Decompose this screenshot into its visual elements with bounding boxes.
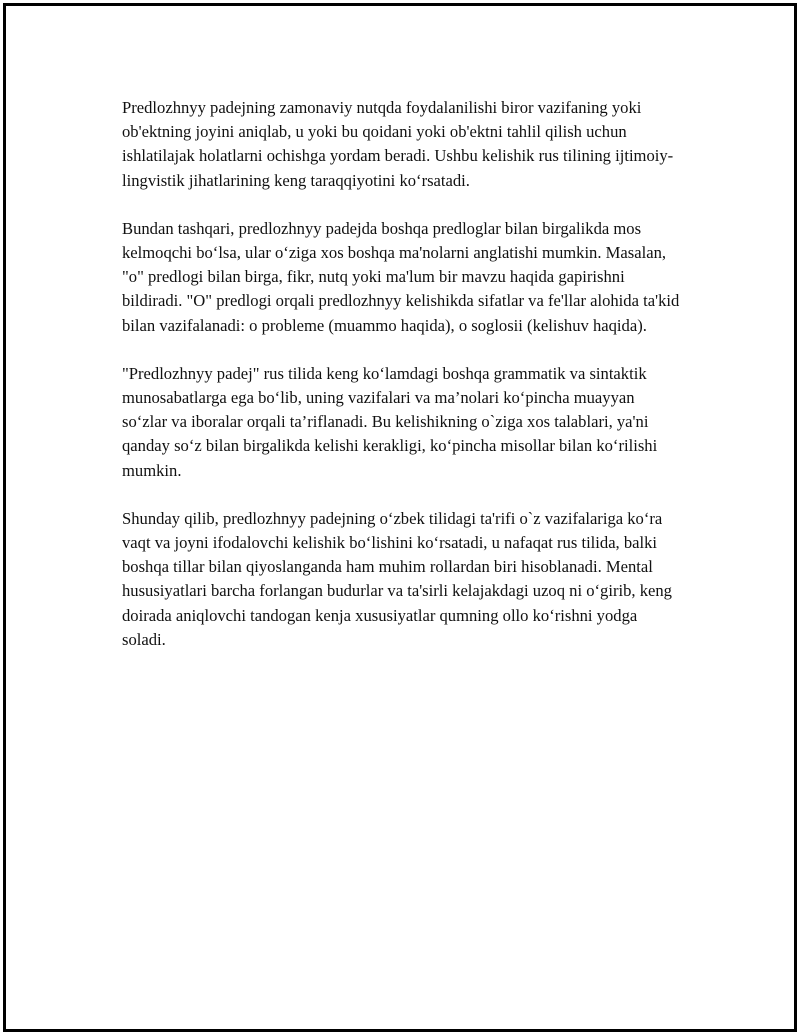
paragraph-4: Shunday qilib, predlozhnyy padejning o‘zbek tilidagi ta'rifi o`z vazifalariga ko‘ra vaqt va joyni ifodalovchi kelishik bo‘lishini ko‘rsatadi, u nafaqat rus tilida, balki boshqa tillar bilan qiyoslanganda ham muhim rollardan biri hisoblanadi. Mental hususiyatlari barcha forlangan budurlar va ta'sirli kelajakdagi uzoq ni o‘girib, keng doirada aniqlovchi tandogan kenja xususiyatlar qumning ollo ko‘rishni yodga soladi.: [122, 508, 672, 649]
paragraph-1: Predlozhnyy padejning zamonaviy nutqda foydalanilishi biror vazifaning yoki ob'ektning joyini aniqlab, u yoki bu qoidani yoki ob'ektni tahlil qilish uchun ishlatilajak holatlarni ochishga yordam beradi. Ushbu kelishik rus tilining ijtimoiy-lingvistik jihatlarining keng taraqqiyotini ko‘rsatadi.: [122, 98, 674, 190]
paragraph-2: Bundan tashqari, predlozhnyy padejda boshqa predloglar bilan birgalikda mos kelmoqchi bo‘lsa, ular o‘ziga xos boshqa ma'nolarni anglatishi mumkin. Masalan, "o" predlogi bilan birga, fikr, nutq yoki ma'lum bir mavzu haqida gapirishni bildiradi. "O" predlogi orqali predlozhnyy kelishikda sifatlar va fe'llar alohida ta'kid bilan vazifalanadi: o probleme (muammo haqida), o soglosii (kelishuv haqida).: [122, 218, 680, 335]
document-body: [122, 96, 682, 676]
document-page: [3, 3, 797, 1032]
paragraph-3: "Predlozhnyy padej" rus tilida keng ko‘lamdagi boshqa grammatik va sintaktik munosabatlarga ega bo‘lib, uning vazifalari va ma’nolari ko‘pincha muayyan so‘zlar va iboralar orqali ta’riflanadi. Bu kelishikning o`ziga xos talablari, ya'ni qanday so‘z bilan birgalikda kelishi kerakligi, ko‘pincha misollar bilan ko‘rilishi mumkin.: [122, 363, 658, 480]
